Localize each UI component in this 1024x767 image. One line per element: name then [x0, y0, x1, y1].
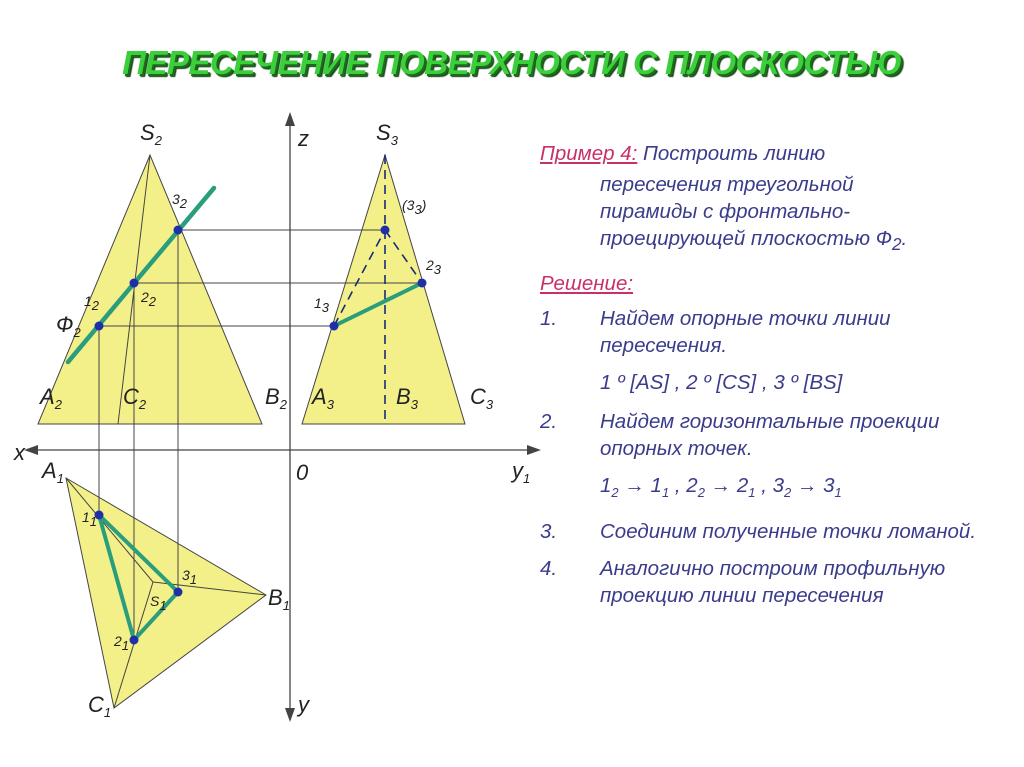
step-text: Аналогично построим профильную проекцию линии пересечения: [600, 557, 946, 608]
point-2-3: [418, 279, 427, 288]
text-panel: [540, 140, 1010, 619]
point-3-3: [381, 226, 390, 235]
label-a2: $A_2$: [40, 384, 62, 412]
axis-label-x: x: [14, 440, 25, 465]
label-c2: $C_2$: [123, 384, 147, 412]
label-1-1: 11: [82, 509, 98, 529]
label-f2: $Ф_2$: [56, 312, 81, 340]
point-3-1: [174, 588, 183, 597]
step-4: [540, 555, 1010, 609]
label-3-1: 31: [182, 567, 198, 587]
label-1-2: 12: [84, 293, 100, 313]
step-2: [540, 408, 1010, 462]
example-line3: пирамиды с фронтально-: [600, 200, 851, 223]
example-lead: Пример 4:: [540, 142, 638, 165]
solution-label: Решение:: [540, 272, 634, 296]
step-text: Найдем опорные точки линии пересечения.: [600, 307, 891, 358]
step-text: Соединим полученные точки ломаной.: [600, 520, 977, 544]
step-number: 3.: [540, 520, 558, 544]
point-3-2: [174, 226, 183, 235]
point-1-3: [330, 322, 339, 331]
step-number: 1.: [540, 307, 558, 331]
label-c1: $C_1$: [88, 692, 112, 720]
label-s3: $S_3$: [376, 120, 398, 148]
label-b2: $B_2$: [265, 384, 287, 412]
y1-axis-arrow: [527, 445, 541, 455]
example-heading: [540, 140, 1010, 167]
y-axis-arrow: [285, 708, 295, 722]
label-3-2: 32: [172, 191, 188, 211]
axis-label-z: z: [298, 126, 309, 151]
label-b3: $B_3$: [396, 384, 418, 412]
point-2-1: [130, 636, 139, 645]
label-s2: $S_2$: [140, 120, 162, 148]
step-text: Найдем горизонтальные проекции опорных точек.: [600, 410, 940, 461]
label-2-1: 21: [114, 633, 130, 653]
z-axis-arrow: [285, 112, 295, 126]
step-number: 2.: [540, 410, 558, 434]
label-2-2: 22: [141, 289, 157, 309]
step-number: 4.: [540, 557, 558, 581]
example-line1: Построить линию: [643, 142, 826, 165]
slide-title: ПЕРЕСЕЧЕНИЕ ПОВЕРХНОСТИ С ПЛОСКОСТЬЮ: [122, 44, 902, 81]
axis-label-origin: 0: [296, 460, 309, 485]
point-2-2: [130, 279, 139, 288]
example-line2: пересечения треугольной: [600, 173, 854, 196]
label-s1: S1: [150, 593, 167, 613]
formula-mapping: $1_2 \to 1_1$ , $2_2 \to 2_1$ , $3_2 \to 3_1$: [600, 474, 842, 501]
step-1: [540, 305, 1010, 359]
axis-label-y: y: [298, 692, 309, 717]
label-1-3: 13: [314, 295, 330, 315]
example-line4: проецирующей плоскостью $Ф_2$.: [600, 227, 908, 255]
label-a3: $A_3$: [312, 384, 334, 412]
point-1-2: [95, 322, 104, 331]
x-axis-arrow: [24, 445, 38, 455]
label-c3: $C_3$: [470, 384, 494, 412]
formula-points: 1 º [AS] , 2 º [CS] , 3 º [BS]: [600, 371, 843, 395]
label-3-3: (33): [402, 197, 427, 217]
label-b1: $B_1$: [268, 585, 290, 613]
axis-label-y1: $y_1$: [512, 458, 531, 486]
label-a1: $A_1$: [42, 458, 64, 486]
frontal-projection-triangle: [38, 155, 262, 424]
step-3: [540, 518, 1010, 545]
label-2-3: 23: [426, 257, 442, 277]
